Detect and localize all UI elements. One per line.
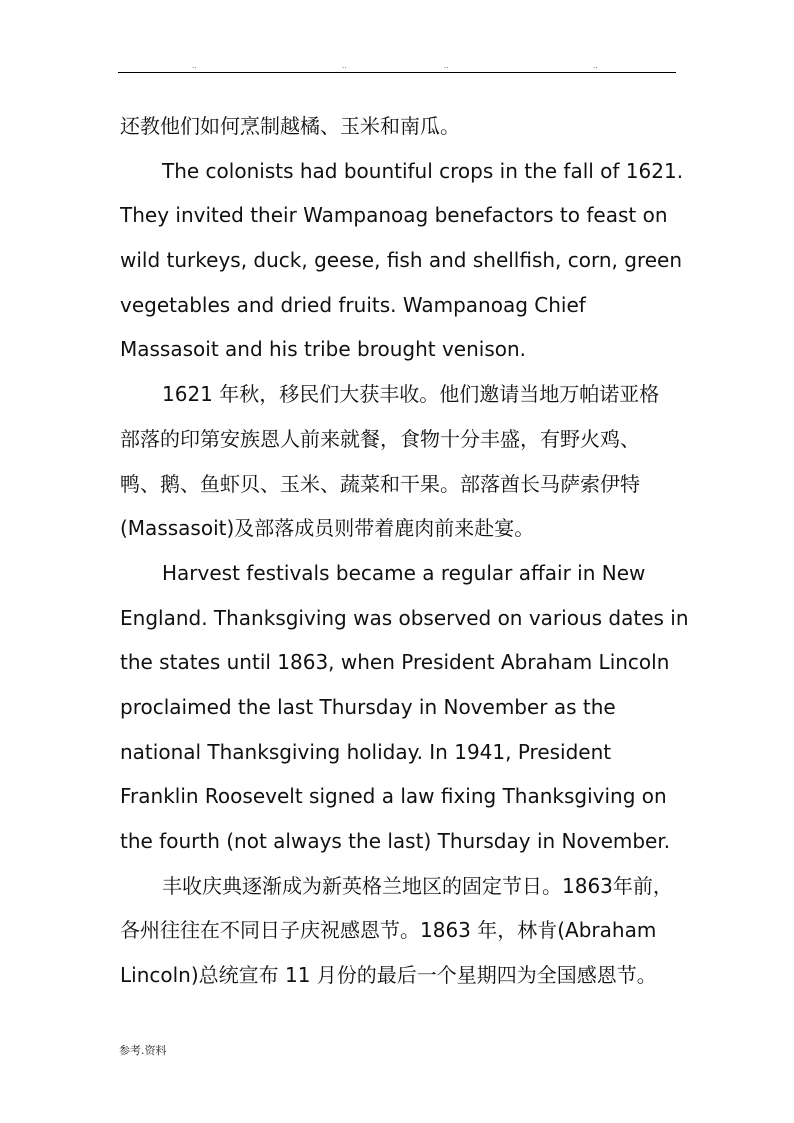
footer-text: 参考.资料: [119, 1044, 167, 1057]
paragraph-start-line: 丰收庆典逐渐成为新英格兰地区的固定节日。1863年前，: [162, 873, 673, 898]
text-line: national Thanksgiving holiday. In 1941, President: [120, 739, 612, 764]
text-line: (Massasoit)及部落成员则带着鹿肉前来赴宴。: [120, 516, 535, 541]
header-mark: ..: [342, 62, 347, 70]
text-line: Franklin Roosevelt signed a law fixing Thanksgiving on: [120, 784, 667, 809]
text-line: Lincoln)总统宣布 11 月份的最后一个星期四为全国感恩节。: [120, 963, 657, 988]
header-mark: ..: [192, 62, 197, 70]
text-line: the fourth (not always the last) Thursday in November.: [120, 829, 671, 853]
text-line: Massasoit and his tribe brought venison.: [120, 337, 527, 362]
text-line: England. Thanksgiving was observed on various dates in: [120, 605, 689, 630]
header-rule: [118, 72, 676, 73]
text-line: 鸭、鹅、鱼虾贝、玉米、蔬菜和干果。部落酋长马萨索伊特: [120, 471, 640, 496]
paragraph-start-line: Harvest festivals became a regular affair in New: [162, 560, 646, 585]
text-line: proclaimed the last Thursday in November as the: [120, 694, 616, 719]
text-line: 还教他们如何烹制越橘、玉米和南瓜。: [120, 114, 460, 138]
text-line: the states until 1863, when President Abraham Lincoln: [120, 650, 670, 675]
paragraph-start-line: The colonists had bountiful crops in the fall of 1621.: [162, 158, 684, 183]
document-body: [120, 104, 690, 998]
text-line: 部落的印第安族恩人前来就餐，食物十分丰盛，有野火鸡、: [120, 426, 640, 451]
header-mark: ..: [593, 62, 598, 70]
text-line: 各州往往在不同日子庆祝感恩节。1863 年，林肯(Abraham: [120, 918, 657, 943]
text-line: wild turkeys, duck, geese, fish and shellfish, corn, green: [120, 248, 683, 273]
header-mark: ..: [444, 62, 449, 70]
text-line: vegetables and dried fruits. Wampanoag Chief: [120, 292, 586, 317]
text-line: They invited their Wampanoag benefactors to feast on: [120, 203, 668, 228]
paragraph-start-line: 1621 年秋，移民们大获丰收。他们邀请当地万帕诺亚格: [162, 382, 660, 407]
